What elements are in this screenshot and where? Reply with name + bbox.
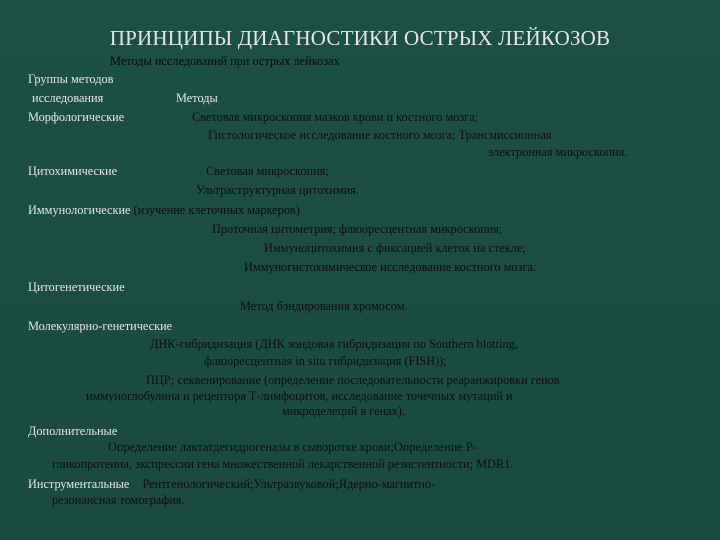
page-title: ПРИНЦИПЫ ДИАГНОСТИКИ ОСТРЫХ ЛЕЙКОЗОВ	[109, 26, 611, 50]
group-cytochemical: Цитохимические	[28, 164, 118, 178]
morphological-method-3: электронная микроскопия.	[488, 145, 628, 159]
subtitle: Методы исследований при острых лейкозах	[110, 54, 340, 68]
molecular-method-4: иммуноглобулина и рецептора Т-лимфоцитов, исследование точечных мутаций и	[86, 389, 513, 403]
instrumental-method-1: Рентгенологический;Ультразвуковой;Ядерно-магнитно-	[142, 477, 436, 491]
morphological-method-2: Гистологическое исследование костного мозга; Трансмиссионная	[208, 128, 552, 142]
group-molecular: Молекулярно-генетические	[28, 319, 173, 333]
additional-method-1: Определение лактатдегидрогеназы в сыворотке крови;Определение Р-	[108, 440, 477, 454]
molecular-method-3: ПЦР; секвенирование (определение последовательности реаранжировки генов	[146, 373, 560, 387]
group-morphological: Морфологические	[28, 110, 125, 124]
immunological-method-2: Иммуноцитохимия с фиксацией клеток на стекле;	[264, 241, 526, 255]
group-immunological: Иммунологические	[28, 203, 131, 217]
instrumental-method-2: резонансная томография.	[52, 493, 185, 507]
group-additional: Дополнительные	[28, 424, 118, 438]
group-instrumental: Инструментальные	[28, 477, 130, 491]
column-header-methods: Методы	[176, 91, 218, 105]
group-instrumental-row	[28, 477, 435, 491]
molecular-method-1: ДНК-гибридизация (ДНК зондовая гибридизация по Southern blotting,	[150, 337, 518, 351]
immunological-note: (изучение клеточных маркеров)	[133, 203, 300, 217]
cytogenetic-method-1: Метод бэндирования хромосом.	[240, 299, 408, 313]
molecular-method-5: микроделеций в генах).	[282, 404, 405, 418]
cytochemical-method-2: Ультраструктурная цитохимия.	[196, 183, 359, 197]
morphological-method-1: Световая микроскопия мазков крови и костного мозга;	[192, 110, 479, 124]
column-header-groups-line2: исследования	[32, 91, 104, 105]
immunological-method-3: Иммуногистохимическое исследование костного мозга.	[244, 260, 536, 274]
immunological-method-1: Проточная цитометрия; флюоресцентная микроскопия;	[212, 222, 503, 236]
group-cytogenetic: Цитогенетические	[28, 280, 125, 294]
additional-method-2: гликопротеина, экспрессии гена множественной лекарственной резистентности; MDR1.	[52, 457, 514, 471]
column-header-groups-line1: Группы методов	[28, 72, 114, 86]
group-immunological-row	[28, 203, 300, 217]
cytochemical-method-1: Световая микроскопия;	[206, 164, 329, 178]
molecular-method-2: флюоресцентная in situ гибридизация (FISH));	[204, 354, 447, 368]
